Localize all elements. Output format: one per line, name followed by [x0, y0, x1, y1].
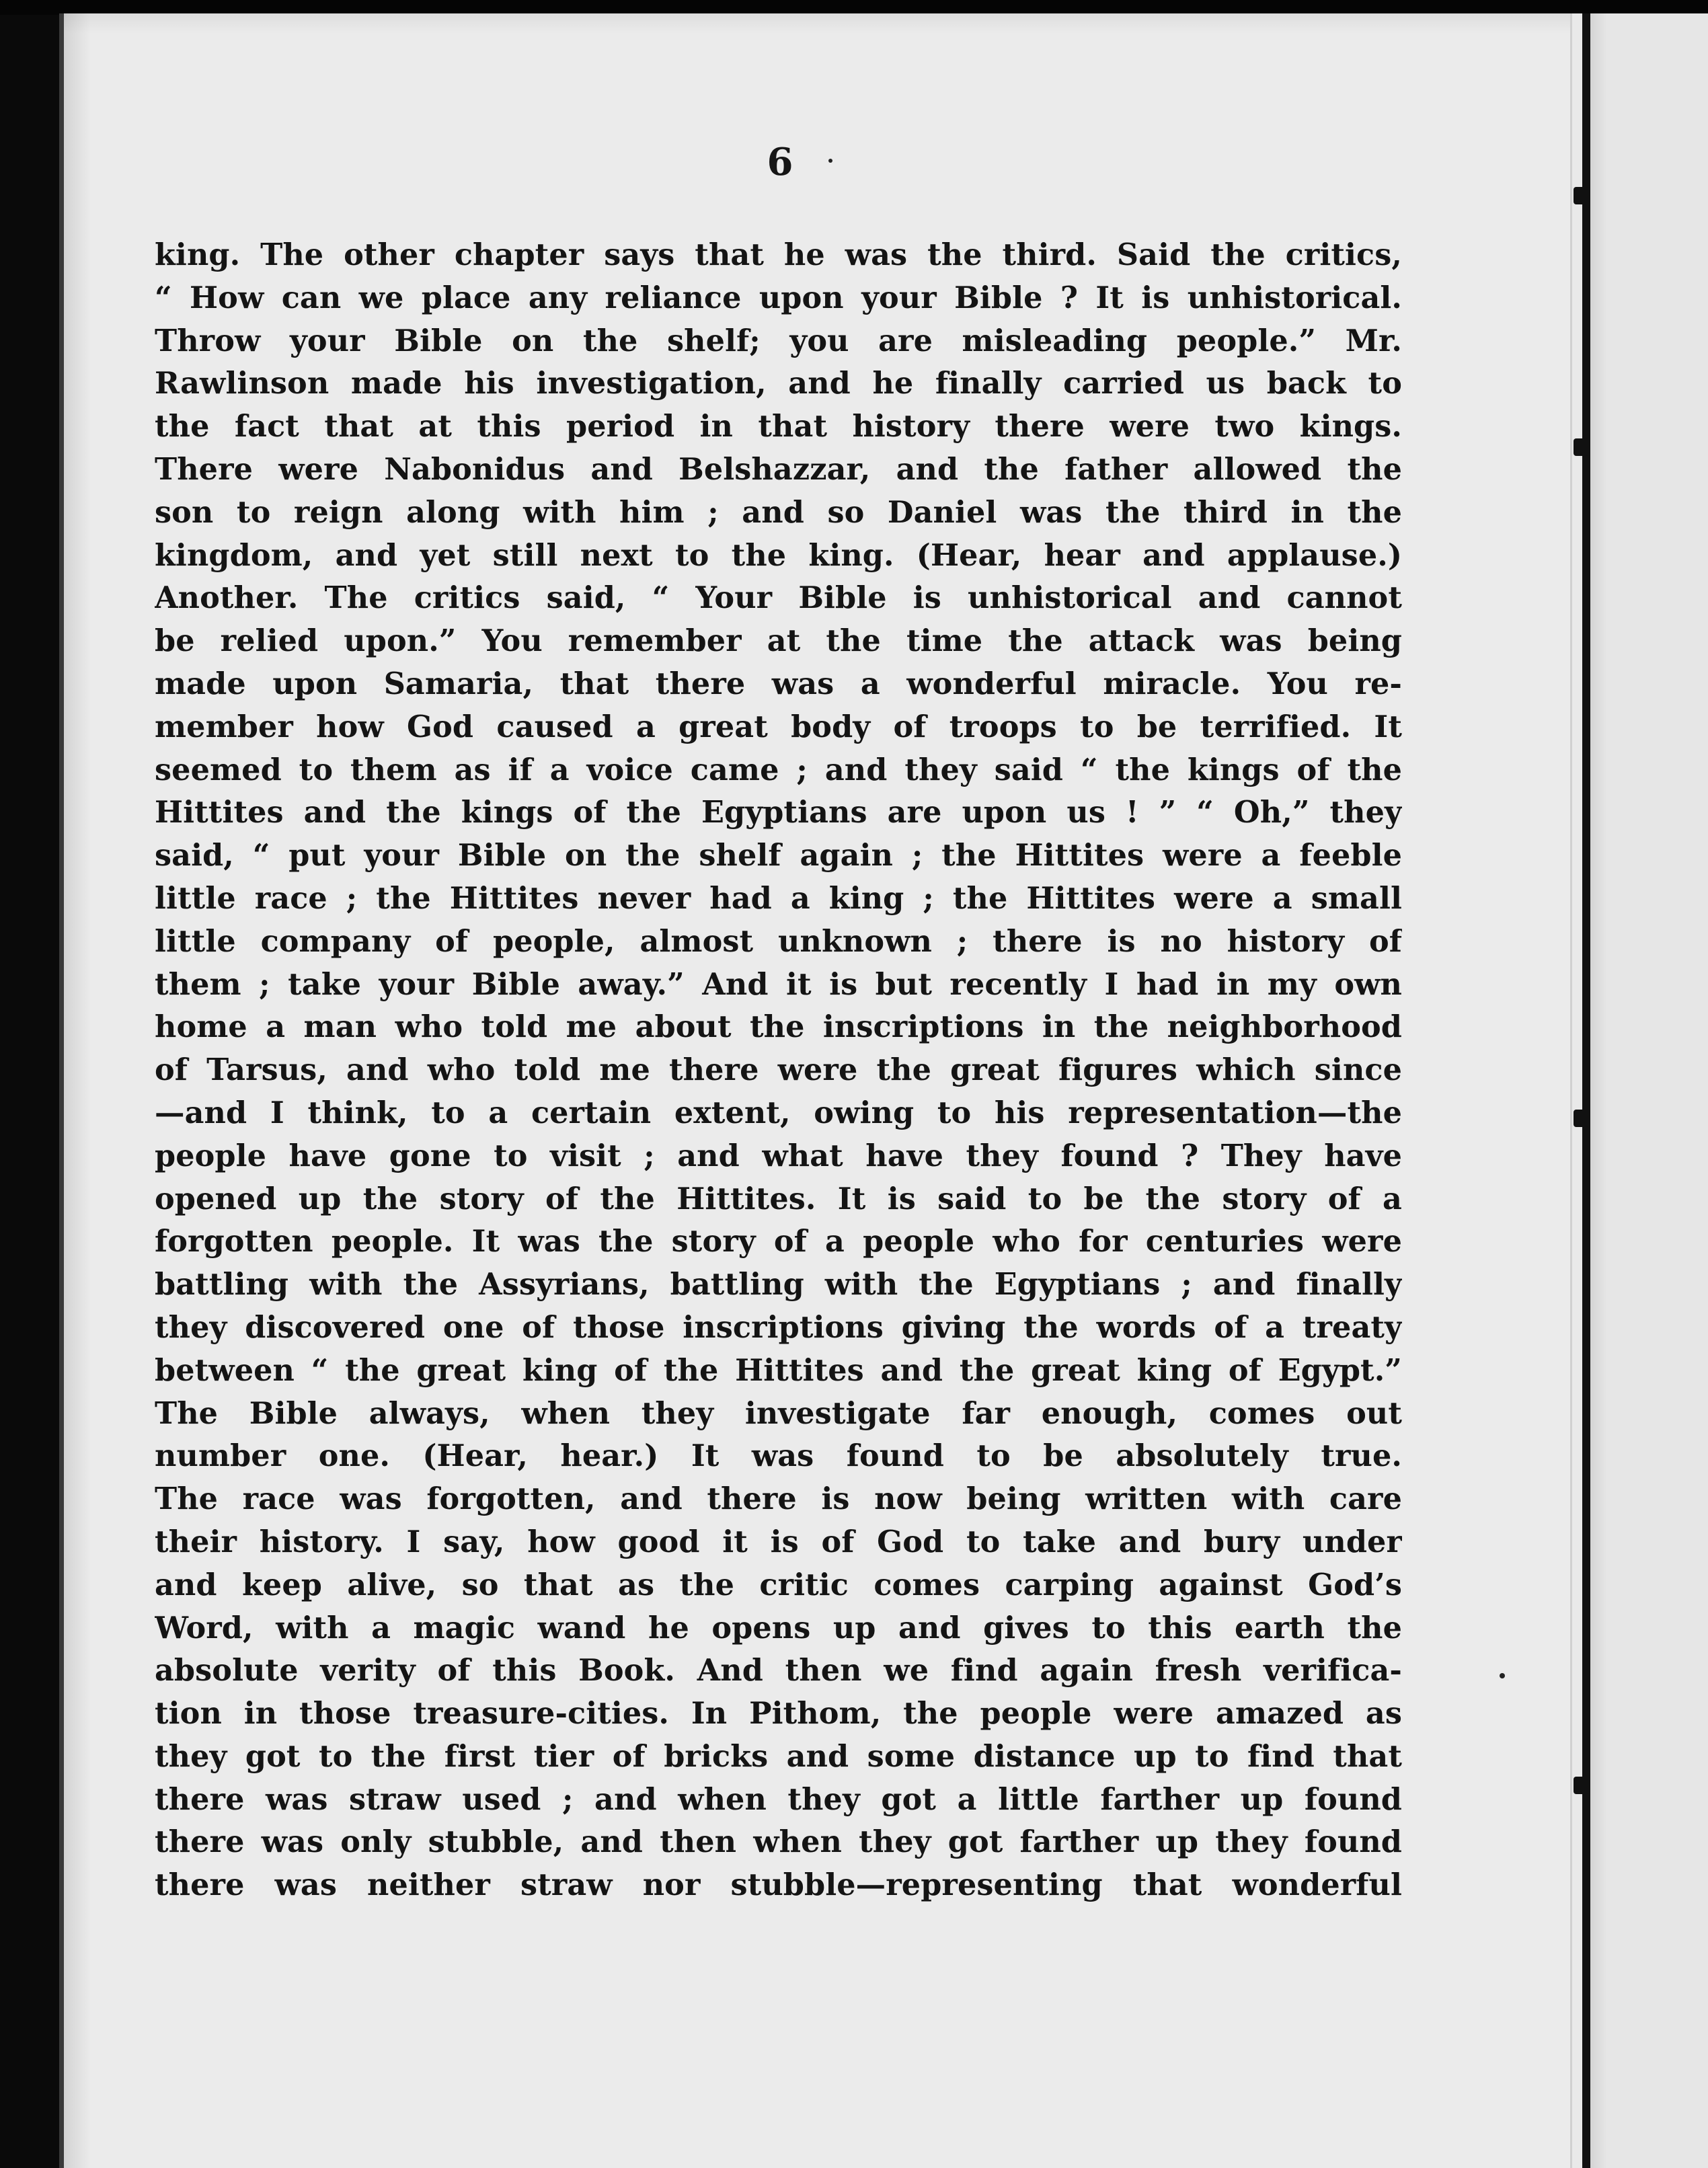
- text-line: seemed to them as if a voice came ; and they said “ the kings of the: [155, 752, 1402, 787]
- page-number: 6: [767, 140, 793, 184]
- text-line: member how God caused a great body of troops to be terrified. It: [155, 709, 1402, 744]
- text-line: people have gone to visit ; and what have they found ? They have: [155, 1138, 1402, 1173]
- text-line: forgotten people. It was the story of a people who for centuries were: [155, 1224, 1402, 1260]
- text-line: said, “ put your Bible on the shelf again ; the Hittites were a feeble: [155, 838, 1402, 874]
- text-line: Another. The critics said, “ Your Bible is unhistorical and cannot: [155, 580, 1402, 616]
- text-line: there was neither straw nor stubble—representing that wonderful: [155, 1867, 1402, 1903]
- text-line: battling with the Assyrians, battling with the Egyptians ; and finally: [155, 1267, 1402, 1303]
- text-line: there was straw used ; and when they got a little farther up found: [155, 1781, 1402, 1817]
- text-line: son to reign along with him ; and so Daniel was the third in the: [155, 494, 1402, 530]
- text-line: they discovered one of those inscriptions giving the words of a treaty: [155, 1309, 1402, 1345]
- text-line: between “ the great king of the Hittites and the great king of Egypt.”: [155, 1352, 1402, 1388]
- scan-top-edge: [0, 0, 1708, 15]
- scan-speck: [1500, 1673, 1505, 1678]
- text-line: absolute verity of this Book. And then we find again fresh verifica-: [155, 1653, 1402, 1689]
- text-line: —and I think, to a certain extent, owing to his representation—the: [155, 1095, 1402, 1130]
- text-line: be relied upon.” You remember at the time the attack was being: [155, 623, 1402, 659]
- binding-mark: [1574, 1777, 1588, 1794]
- text-line: Hittites and the kings of the Egyptians are upon us ! ” “ Oh,” they: [155, 795, 1402, 830]
- text-line: Word, with a magic wand he opens up and gives to this earth the: [155, 1610, 1402, 1646]
- text-line: of Tarsus, and who told me there were the great figures which since: [155, 1052, 1402, 1088]
- text-line: Throw your Bible on the shelf; you are misleading people.” Mr.: [155, 323, 1402, 358]
- scan-speck: [828, 159, 832, 163]
- text-line: number one. (Hear, hear.) It was found to be absolutely true.: [155, 1438, 1402, 1474]
- text-line: tion in those treasure-cities. In Pithom, the people were amazed as: [155, 1696, 1402, 1732]
- text-line: opened up the story of the Hittites. It is said to be the story of a: [155, 1181, 1402, 1216]
- text-line: their history. I say, how good it is of God to take and bury under: [155, 1524, 1402, 1559]
- binding-mark: [1574, 187, 1588, 204]
- text-line: they got to the first tier of bricks and some distance up to find that: [155, 1738, 1402, 1774]
- binding-fold: [1582, 13, 1590, 2168]
- text-line: Rawlinson made his investigation, and he finally carried us back to: [155, 366, 1402, 401]
- text-line: little race ; the Hittites never had a king ; the Hittites were a small: [155, 880, 1402, 916]
- text-line: little company of people, almost unknown ; there is no history of: [155, 923, 1402, 959]
- text-line: the fact that at this period in that history there were two kings.: [155, 409, 1402, 444]
- text-line: and keep alive, so that as the critic comes carping against God’s: [155, 1567, 1402, 1602]
- text-line: them ; take your Bible away.” And it is but recently I had in my own: [155, 966, 1402, 1002]
- text-line: made upon Samaria, that there was a wonderful miracle. You re-: [155, 666, 1402, 701]
- binding-mark: [1574, 438, 1588, 456]
- text-line: The Bible always, when they investigate far enough, comes out: [155, 1395, 1402, 1431]
- text-line: “ How can we place any reliance upon your Bible ? It is unhistorical.: [155, 280, 1402, 315]
- text-line: home a man who told me about the inscriptions in the neighborhood: [155, 1009, 1402, 1045]
- text-line: king. The other chapter says that he was the third. Said the critics,: [155, 237, 1402, 272]
- text-line: There were Nabonidus and Belshazzar, and the father allowed the: [155, 451, 1402, 487]
- binding-mark: [1574, 1110, 1588, 1127]
- body-text: [155, 234, 1402, 1907]
- text-line: kingdom, and yet still next to the king. (Hear, hear and applause.): [155, 537, 1402, 573]
- adjacent-page-edge: [1590, 13, 1708, 2168]
- text-line: there was only stubble, and then when they got farther up they found: [155, 1824, 1402, 1860]
- text-line: The race was forgotten, and there is now being written with care: [155, 1481, 1402, 1517]
